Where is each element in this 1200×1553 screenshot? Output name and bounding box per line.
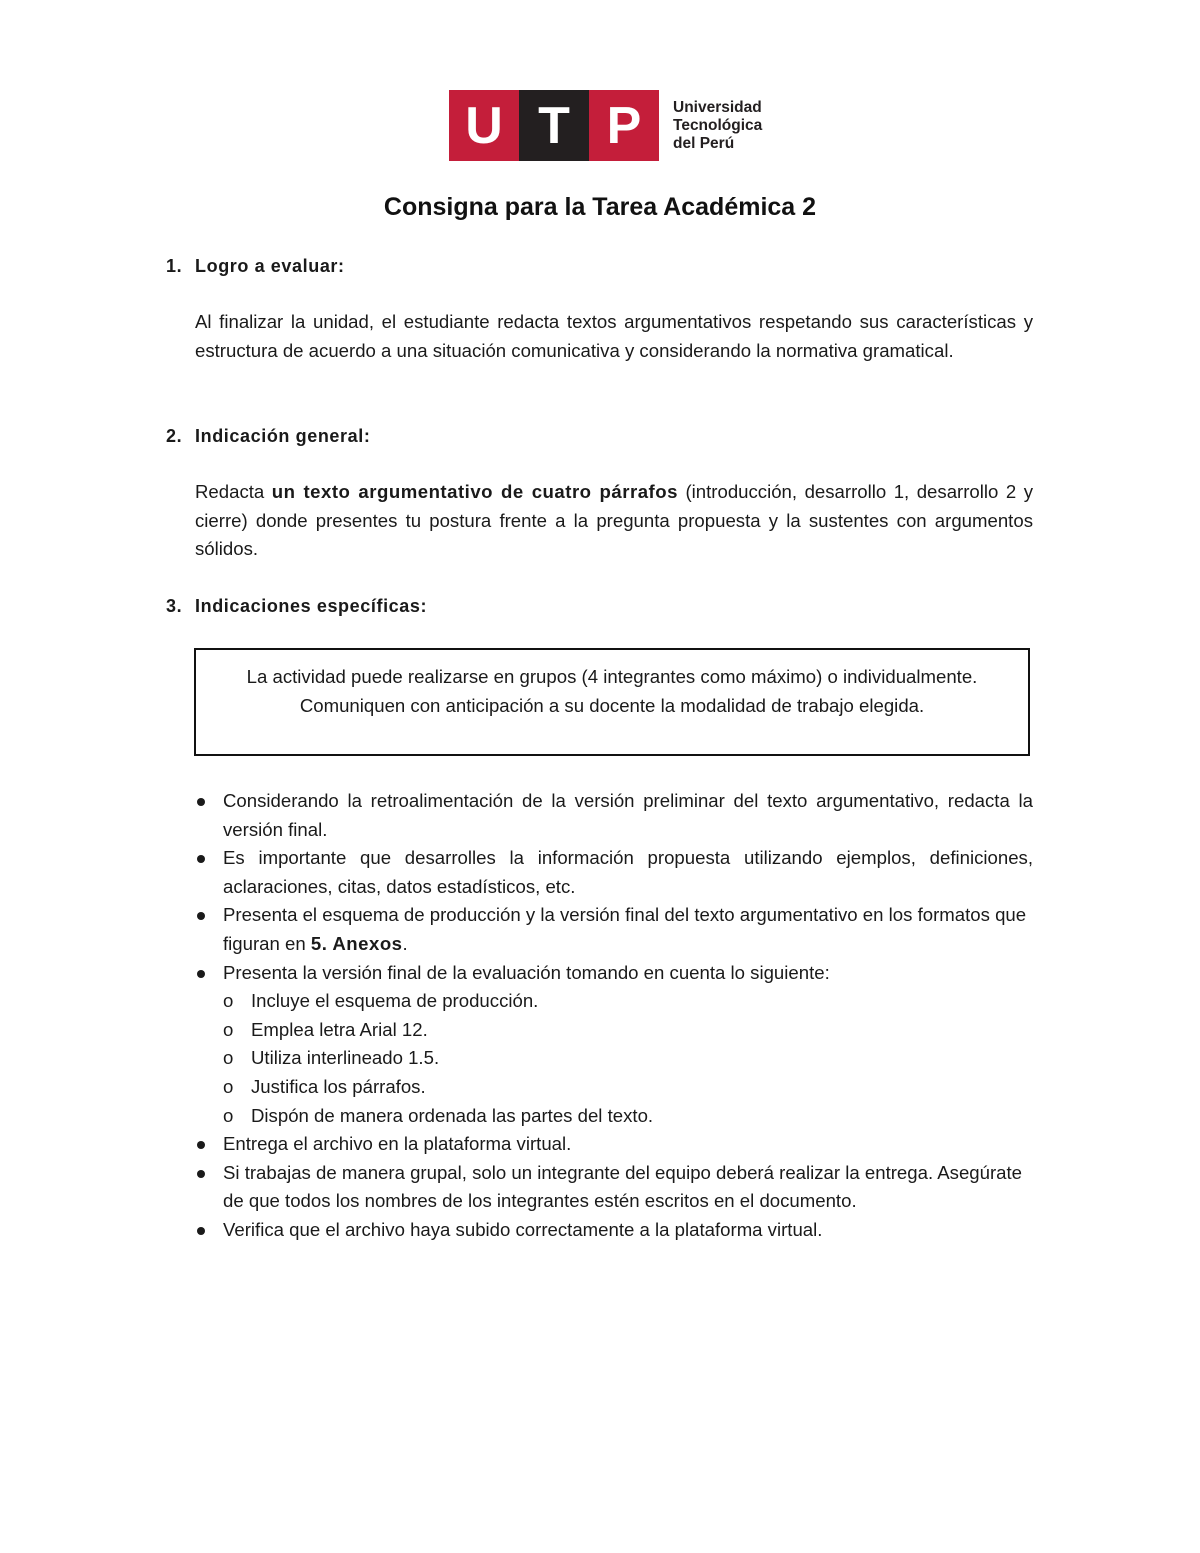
bullet-icon	[197, 970, 205, 978]
list-item	[195, 959, 1033, 1131]
sub-list-item-text: Justifica los párrafos.	[251, 1075, 426, 1097]
section-2-text	[195, 478, 1033, 564]
list-item	[195, 787, 1033, 844]
sub-bullet-icon: o	[223, 1104, 234, 1126]
section-3-title: Indicaciones específicas:	[195, 596, 428, 616]
section-1-title: Logro a evaluar:	[195, 256, 345, 276]
list-item-text: Presenta la versión final de la evaluación tomando en cuenta lo siguiente:	[223, 961, 830, 983]
list-item-text: Verifica que el archivo haya subido correctamente a la plataforma virtual.	[223, 1218, 823, 1240]
list-item-text: Es importante que desarrolles la información propuesta utilizando ejemplos, definiciones, aclaraciones, citas, datos estadísticos, etc.	[223, 847, 1033, 897]
logo-wordmark	[673, 99, 762, 153]
list-item-text-end: .	[402, 932, 408, 954]
section-1-heading	[166, 256, 345, 277]
bullet-icon	[197, 798, 205, 806]
section-3-number: 3.	[166, 596, 183, 616]
utp-logo	[449, 90, 762, 161]
logo-letter-p: P	[589, 90, 659, 161]
sub-list	[223, 987, 1033, 1130]
section-2-text-start: Redacta	[195, 481, 272, 502]
sub-bullet-icon: o	[223, 990, 234, 1012]
sub-list-item-text: Incluye el esquema de producción.	[251, 990, 539, 1012]
list-item-text: Si trabajas de manera grupal, solo un integrante del equipo deberá realizar la entrega. Asegúrate de que todos los nombres de los integrantes estén escritos en el documento.	[223, 1161, 1023, 1212]
section-2-title: Indicación general:	[195, 426, 371, 446]
sub-list-item-text: Dispón de manera ordenada las partes del texto.	[251, 1104, 654, 1126]
section-2-text-end: (introducción, desarrollo 1, desarrollo 2 y cierre) donde presentes tu postura frente a la pregunta propuesta y la sustentes con argumentos sólidos.	[195, 481, 1034, 560]
list-item	[195, 1130, 1033, 1159]
instructions-list	[195, 787, 1033, 1245]
notice-box: La actividad puede realizarse en grupos (4 integrantes como máximo) o individualmente. Comuniquen con anticipación a su docente la modalidad de trabajo elegida.	[194, 648, 1030, 756]
list-item	[195, 901, 1033, 958]
sub-list-item	[223, 1016, 1033, 1045]
sub-bullet-icon: o	[223, 1018, 234, 1040]
bullet-icon	[197, 1227, 205, 1235]
sub-bullet-icon: o	[223, 1075, 234, 1097]
logo-line-3: del Perú	[673, 134, 735, 152]
logo-letter-t: T	[519, 90, 589, 161]
sub-list-item	[223, 987, 1033, 1016]
section-2-number: 2.	[166, 426, 183, 446]
logo-line-2: Tecnológica	[673, 116, 763, 134]
sub-list-item	[223, 1044, 1033, 1073]
list-item-text: Considerando la retroalimentación de la versión preliminar del texto argumentativo, redacta la versión final.	[223, 790, 1033, 840]
bullet-icon	[197, 1170, 205, 1178]
sub-list-item-text: Utiliza interlineado 1.5.	[251, 1047, 440, 1069]
list-item	[195, 1159, 1033, 1216]
sub-list-item	[223, 1073, 1033, 1102]
sub-bullet-icon: o	[223, 1047, 234, 1069]
section-2-text-bold: un texto argumentativo de cuatro párrafos	[271, 481, 678, 502]
list-item-text: Presenta el esquema de producción y la versión final del texto argumentativo en los formatos que figuran en	[223, 904, 1027, 954]
logo-letter-u: U	[449, 90, 519, 161]
sub-list-item	[223, 1102, 1033, 1131]
annexes-reference: 5. Anexos	[310, 932, 403, 954]
section-1-text: Al finalizar la unidad, el estudiante redacta textos argumentativos respetando sus características y estructura de acuerdo a una situación comunicativa y considerando la normativa gramatical.	[195, 311, 1033, 361]
logo-line-1: Universidad	[673, 98, 762, 116]
bullet-icon	[197, 855, 205, 863]
list-item	[195, 1216, 1033, 1245]
sub-list-item-text: Emplea letra Arial 12.	[251, 1018, 428, 1040]
list-item	[195, 844, 1033, 901]
bullet-icon	[197, 1141, 205, 1149]
page-title: Consigna para la Tarea Académica 2	[383, 193, 817, 221]
section-2-heading	[166, 426, 370, 447]
section-3-heading	[166, 596, 427, 617]
logo-letter-boxes	[449, 90, 659, 161]
bullet-icon	[197, 912, 205, 920]
section-1-number: 1.	[166, 256, 183, 276]
list-item-text: Entrega el archivo en la plataforma virtual.	[223, 1133, 572, 1155]
